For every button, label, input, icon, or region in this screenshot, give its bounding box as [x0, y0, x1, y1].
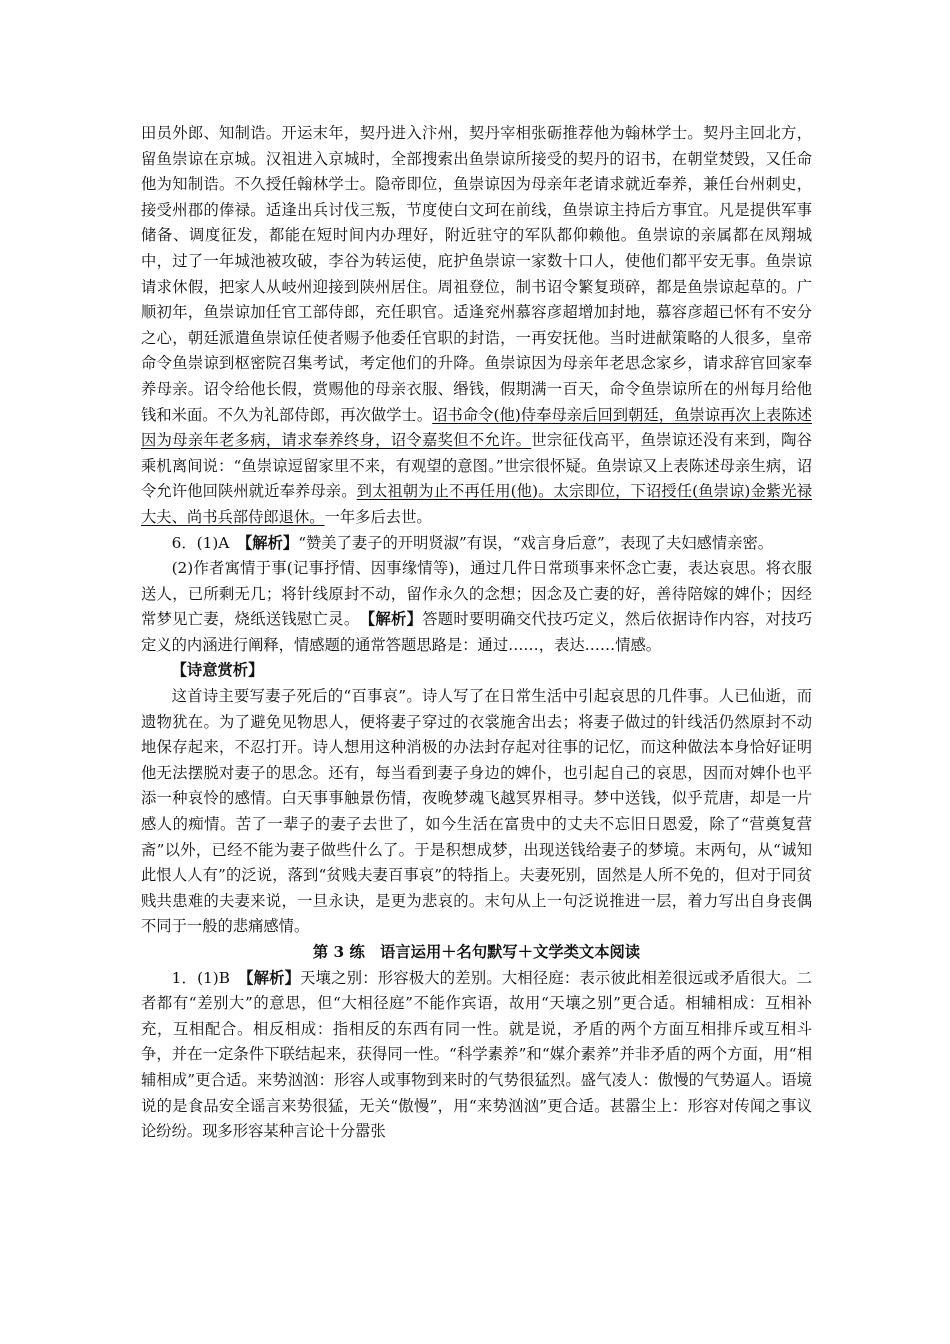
- analysis-tag: 【解析】: [244, 533, 299, 552]
- translation-text: 世宗征伐高平，鱼崇谅还没有来到，陶谷乘机离间说：“鱼崇谅逗留家里不来，有观望的意图。”世宗很怀疑。鱼崇谅又上表陈述母亲生病，诏令允许他回陕州就近奉养母亲。: [141, 431, 812, 501]
- analysis-tag: 【解析】: [367, 610, 423, 629]
- translation-text: 田员外郎、知制诰。开运末年，契丹进入汴州，契丹宰相张砺推荐他为翰林学士。契丹主回北方，留鱼崇谅在京城。汉祖进入京城时，全部搜索出鱼崇谅所接受的契丹的诏书，在朝堂焚毁，又任命他为知制诰。不久授任翰林学士。隐帝即位，鱼崇谅因为母亲年老请求就近奉养，兼任台州刺史，接受州郡的俸禄。适逢出兵讨伐三叛，节度使白文珂在前线，鱼崇谅主持后方事宜。凡是提供军事储备、调度征发，都能在短时间内办理好，附近驻守的军队都仰赖他。鱼崇谅的亲属都在凤翔城中，过了一年城池被攻破，李谷为转运使，庇护鱼崇谅一家数十口人，使他们都平安无事。鱼崇谅请求休假，把家人从岐州迎接到陕州居住。周祖登位，制书诏令繁复琐碎，都是鱼崇谅起草的。广顺初年，鱼崇谅加任官工部侍郎，充任职官。适逢兖州慕容彦超增加封地，慕容彦超已怀有不安分之心，朝廷派遣鱼崇谅任使者赐予他委任官职的封诰，一再安抚他。当时进献策略的人很多，皇帝命令鱼崇谅到枢密院召集考试，考定他们的升降。鱼崇谅因为母亲年老思念家乡，请求辞官回家奉养母亲。诏令给他长假，赏赐他的母亲衣服、缗钱，假期满一百天，命令鱼崇谅所在的州每月给他钱和米面。不久为礼部侍郎，再次做学士。: [141, 124, 812, 424]
- answer-number: 1．(1)B: [171, 968, 246, 987]
- analysis-tag: 【解析】: [245, 968, 301, 987]
- appreciation-title: 【诗意赏析】: [171, 661, 264, 680]
- answer-text: (2)作者寓情于事(记事抒情、因事缘情等)，通过几件日常琐事来怀念亡妻，表达哀思。将衣服送人，已所剩无几；将针线原封不动，留作永久的念想；因念及亡妻的好，善待陪嫁的婢仆；因经常梦见亡妻，烧纸送钱慰亡灵。: [141, 559, 812, 629]
- answer-6-2: [141, 556, 812, 658]
- analysis-text: “赞美了妻子的开明贤淑”有误，“戏言身后意”，表现了夫妇感情亲密。: [298, 533, 774, 552]
- translation-paragraph: [141, 121, 812, 531]
- document-page: [141, 121, 812, 1145]
- underlined-translation-sentence: 诏书命令(他)侍奉母亲后回到朝廷，鱼崇谅再次上表陈述因为母亲年老多病，请求奉养终身，诏令嘉奖但不允许。: [141, 405, 812, 450]
- answer-number: 6．(1)A: [171, 533, 245, 552]
- underlined-translation-sentence: 到太祖朝为止不再任用(他)。太宗即位，下诏授任(鱼崇谅)金紫光禄大夫、尚书兵部侍郎退休。: [141, 482, 812, 526]
- analysis-text: 天壤之别：形容极大的差别。大相径庭：表示彼此相差很远或矛盾很大。二者都有“差别大”的意思，但“大相径庭”不能作宾语，故用“天壤之别”更合适。相辅相成：互相补充，互相配合。相反相成：指相反的东西有同一性。就是说，矛盾的两个方面互相排斥或互相斗争，并在一定条件下联结起来，获得同一性。“科学素养”和“媒介素养”并非矛盾的两个方面，用“相辅相成”更合适。来势汹汹：形容人或事物到来时的气势很猛烈。盛气凌人：傲慢的气势逼人。语境说的是食品安全谣言来势很猛，无关“傲慢”，用“来势汹汹”更合适。甚嚣尘上：形容对传闻之事议论纷纷。现多形容某种言论十分嚣张: [141, 968, 812, 1141]
- answer-6-1: [141, 531, 812, 557]
- analysis-text: 答题时要明确交代技巧定义，然后依据诗作内容，对技巧定义的内涵进行阐释，情感题的通常答题思路是：通过……，表达……情感。: [141, 610, 812, 654]
- translation-text: 一年多后去世。: [324, 507, 432, 526]
- appreciation-text: 这首诗主要写妻子死后的“百事哀”。诗人写了在日常生活中引起哀思的几件事。人已仙逝，而遗物犹在。为了避免见物思人，便将妻子穿过的衣裳施舍出去；将妻子做过的针线活仍然原封不动地保存起来，不忍打开。诗人想用这种消极的办法封存起对往事的记忆，而这种做法本身恰好证明他无法摆脱对妻子的思念。还有，每当看到妻子身边的婢仆，也引起自己的哀思，因而对婢仆也平添一种哀怜的感情。白天事事触景伤情，夜晚梦魂飞越冥界相寻。梦中送钱，似乎荒唐，却是一片感人的痴情。苦了一辈子的妻子去世了，如今生活在富贵中的丈夫不忘旧日恩爱，除了“营奠复营斋”以外，已经不能为妻子做些什么了。于是积想成梦，出现送钱给妻子的梦境。末两句，从“诚知此恨人人有”的泛说，落到“贫贱夫妻百事哀”的特指上。夫妻死别，固然是人所不免的，但对于同贫贱共患难的夫妻来说，一旦永诀，是更为悲哀的。末句从上一句泛说推进一层，着力写出自身丧偶不同于一般的悲痛感情。: [141, 687, 812, 936]
- answer-1-1: [141, 966, 812, 1145]
- section-heading: 第 3 练 语言运用＋名句默写＋文学类文本阅读: [312, 943, 641, 961]
